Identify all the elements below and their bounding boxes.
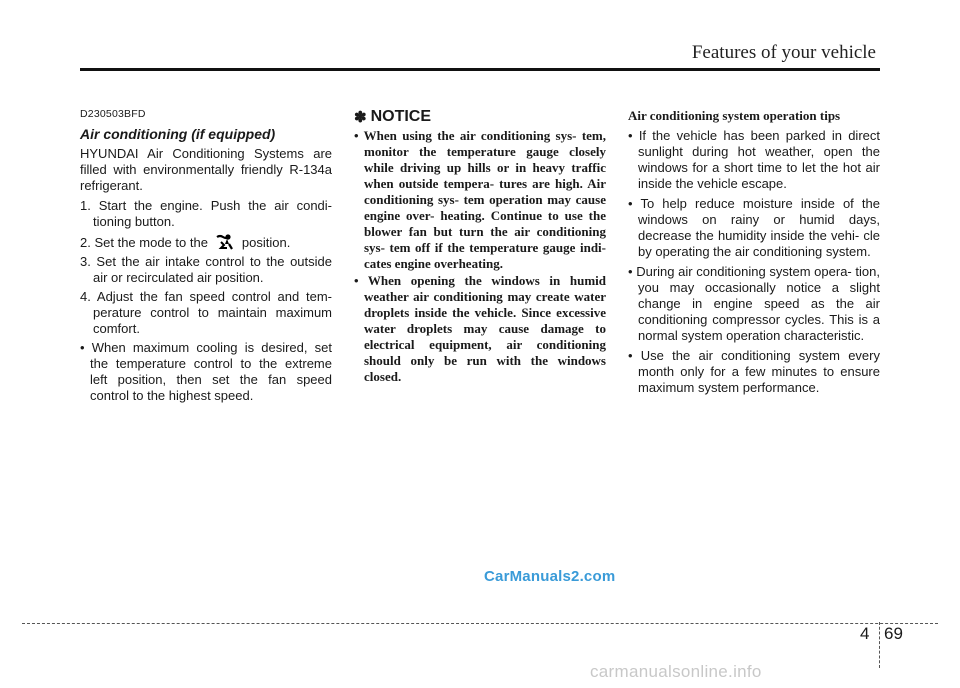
- section-code: D230503BFD: [80, 108, 146, 120]
- page-section-number: 4: [860, 624, 870, 643]
- notice-heading: [354, 108, 606, 126]
- step-1: 1. Start the engine. Push the air condi- tioning button.: [80, 198, 332, 229]
- footer-divider: [22, 623, 938, 624]
- step-4: 4. Adjust the fan speed control and tem- perature control to maintain maximum comfort.: [80, 289, 332, 336]
- section-title: Air conditioning (if equipped): [80, 126, 276, 142]
- tips-title: Air conditioning system operation tips: [628, 108, 841, 123]
- column-notice: [354, 108, 606, 386]
- notice-item: • When using the air conditioning sys- tem, monitor the temperature gauge closely while driving up hills or in heavy traffic when outside tempera- tures are high. Air conditioning sys- tem operation may cause engine over- heating. Continue to use the blower fan but turn the air conditioning sys- tem off if the temperature gauge indi- cates engine overheating.: [354, 128, 606, 271]
- floor-defrost-mode-icon: [214, 233, 236, 251]
- step-2-suffix: position.: [241, 235, 291, 250]
- tip-item: • Use the air conditioning system every month only for a few minutes to ensure maximum system performance.: [628, 348, 880, 395]
- column-left: [80, 108, 332, 404]
- page-number-separator: [879, 622, 880, 668]
- intro-paragraph: HYUNDAI Air Conditioning Systems are filled with environmentally friendly R-134a refrigerant.: [80, 146, 332, 193]
- page-number: 69: [884, 624, 903, 643]
- step-2-text: 2. Set the mode to the: [80, 235, 208, 250]
- notice-star-icon: ✽: [354, 109, 367, 126]
- page-header-title: Features of your vehicle: [691, 42, 876, 63]
- column-tips: [628, 108, 880, 400]
- carmanuals-watermark-link[interactable]: CarManuals2.com: [484, 568, 616, 585]
- bottom-watermark: carmanualsonline.info: [590, 662, 762, 681]
- notice-title: NOTICE: [370, 108, 432, 125]
- tip-item: • To help reduce moisture inside of the windows on rainy or humid days, decrease the humidity inside the vehi- cle by operating the air conditioning system.: [628, 196, 880, 259]
- tip-item: • If the vehicle has been parked in direct sunlight during hot weather, open the windows for a short time to let the hot air inside the vehicle escape.: [628, 128, 880, 191]
- notice-item: • When opening the windows in humid weather air conditioning may create water droplets inside the vehicle. Since excessive water droplets may cause damage to electrical equipment, air conditioning should only be run with the windows closed.: [354, 273, 606, 384]
- tip-item: • During air conditioning system opera- tion, you may occasionally notice a slight change in engine speed as the air conditioning compressor cycles. This is a normal system operation characteristic.: [628, 264, 880, 343]
- max-cooling-bullet: • When maximum cooling is desired, set the temperature control to the extreme left position, then set the fan speed control to the highest speed.: [80, 340, 332, 403]
- step-2: [80, 233, 332, 251]
- header-rule: [80, 68, 880, 71]
- step-3: 3. Set the air intake control to the outside air or recirculated air position.: [80, 254, 332, 285]
